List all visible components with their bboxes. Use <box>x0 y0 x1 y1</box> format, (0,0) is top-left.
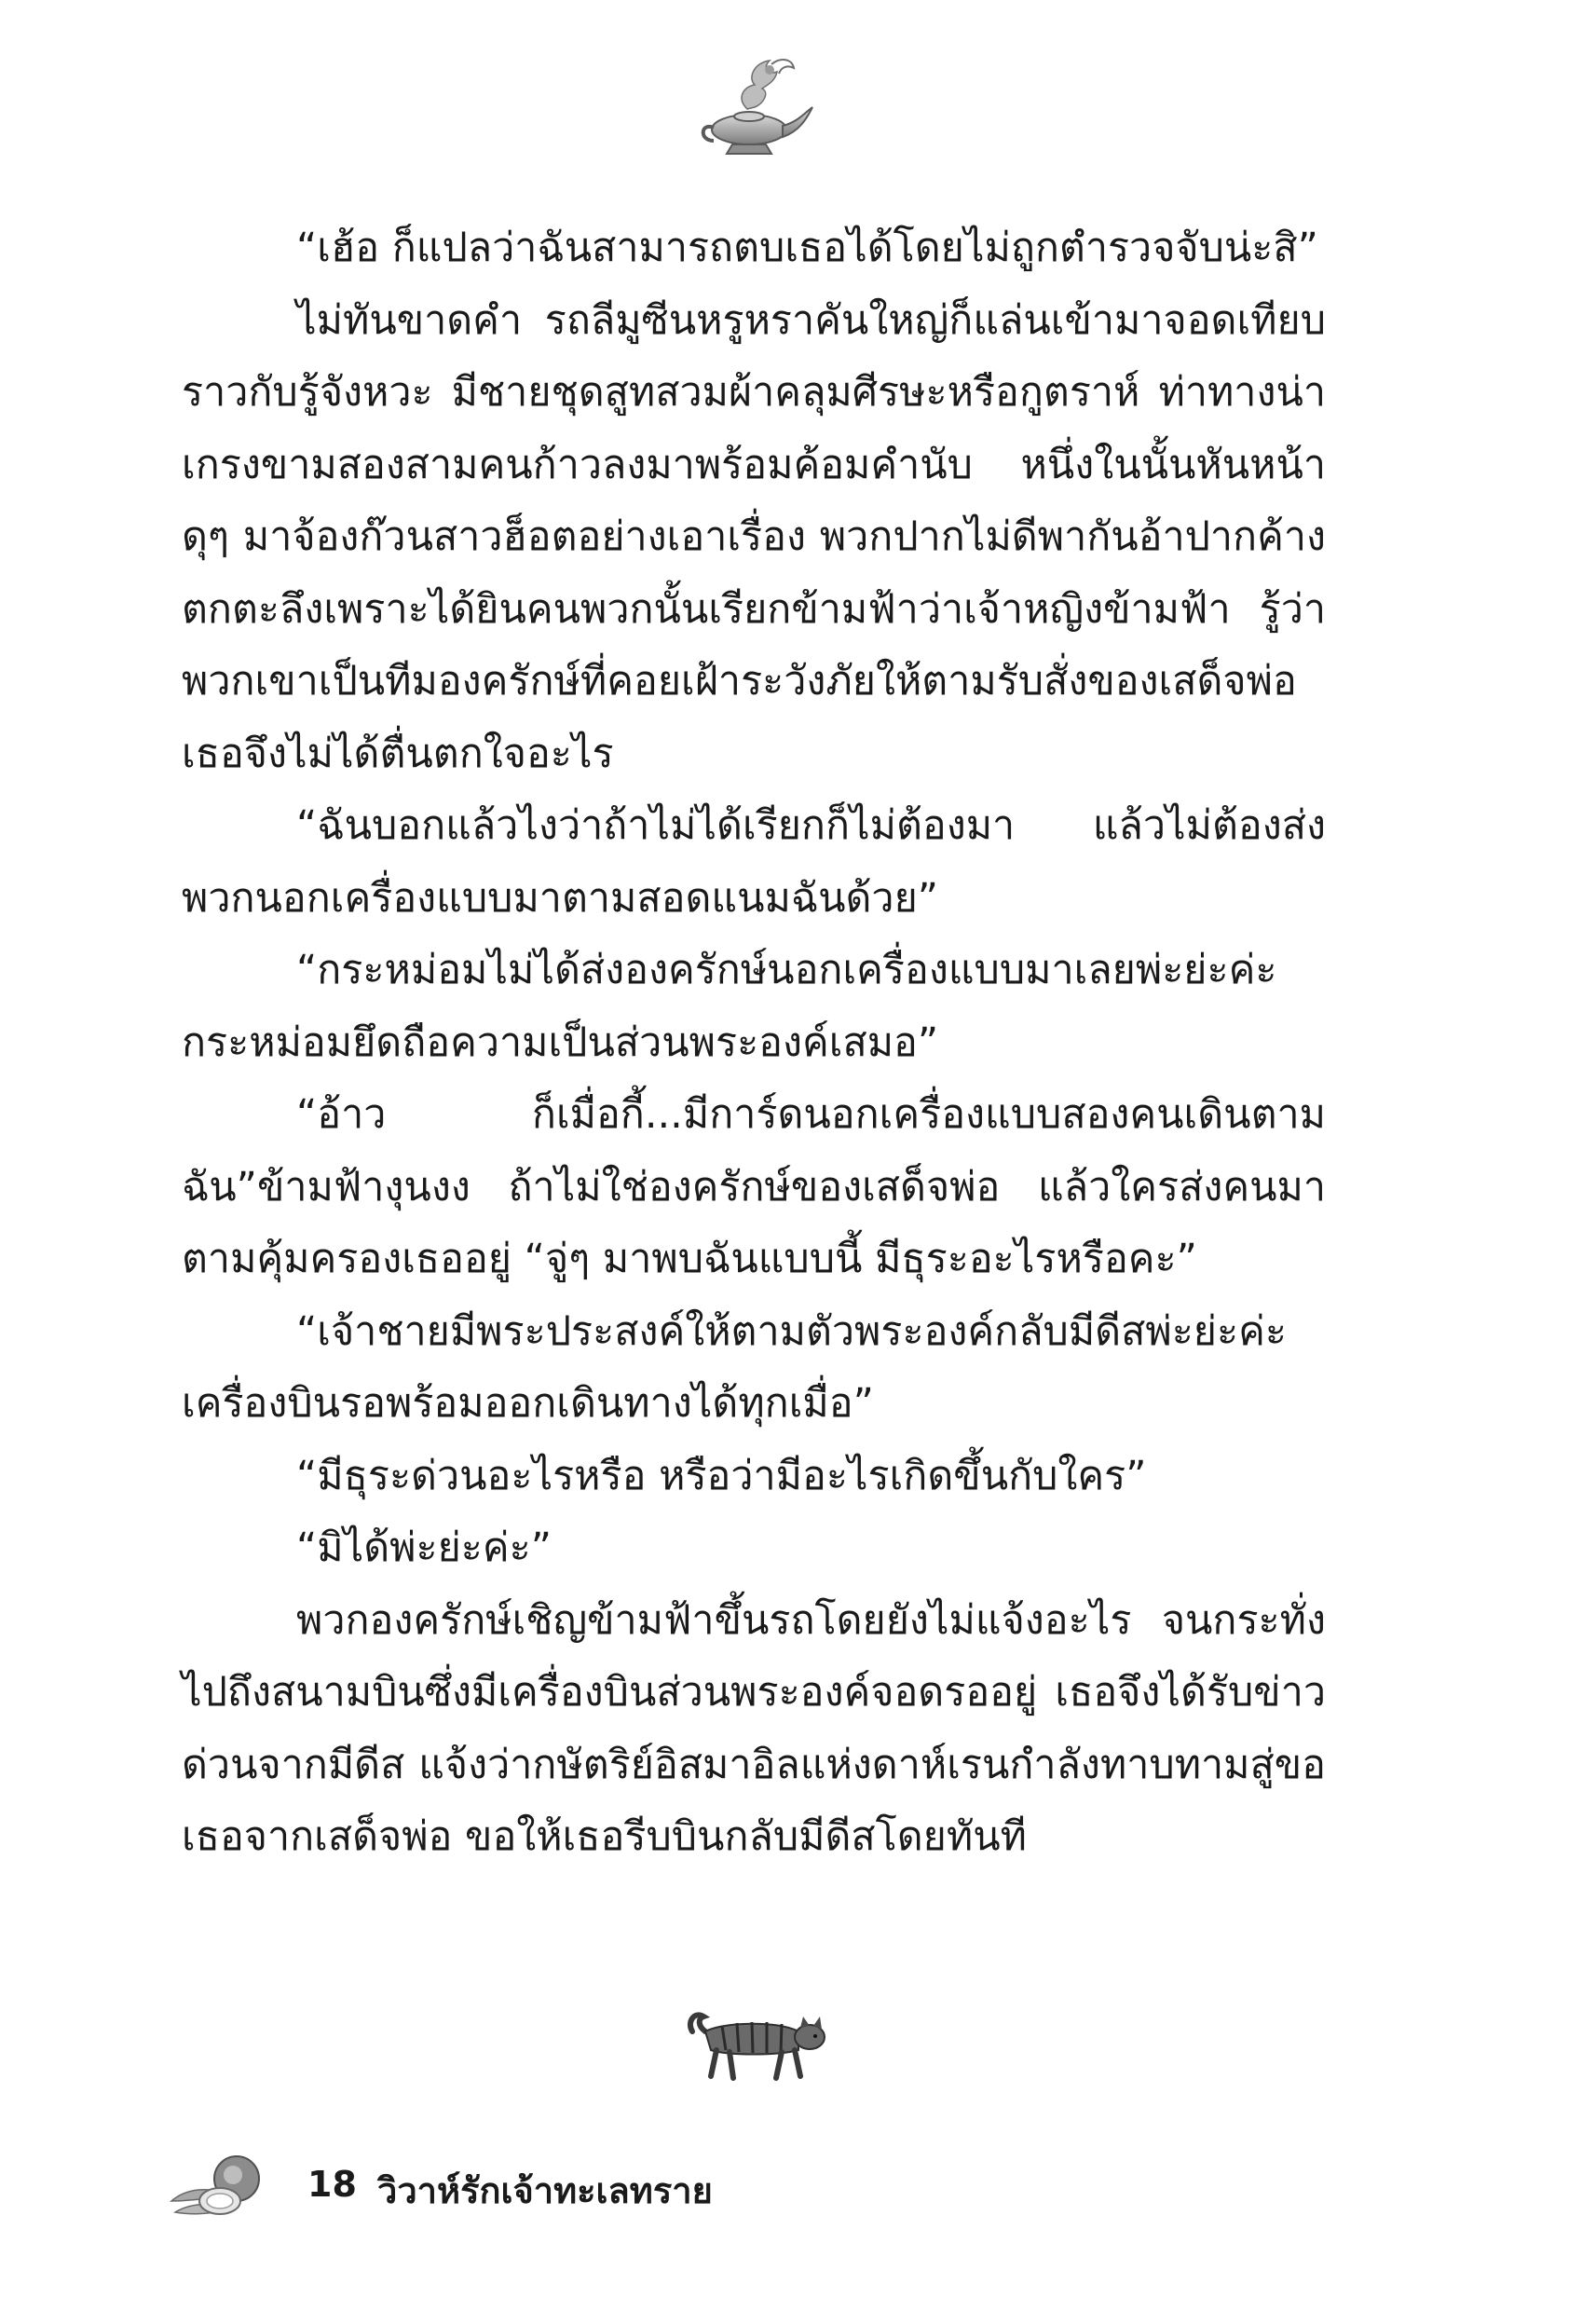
paragraph: “ฉันบอกแล้วไงว่าถ้าไม่ได้เรียกก็ไม่ต้องมา แล้วไม่ต้องส่งพวกนอกเครื่องแบบมาตามสอดแนมฉันด้วย” <box>182 802 1326 922</box>
cat-icon <box>685 2003 834 2083</box>
paragraph: “อ้าว ก็เมื่อกี้...มีการ์ดนอกเครื่องแบบสองคนเดินตามฉัน”ข้ามฟ้างุนงง ถ้าไม่ใช่องครักษ์ของเสด็จพ่อ แล้วใครส่งคนมาตามคุ้มครองเธออยู่ “จู่ๆ มาพบฉันแบบนี้ มีธุระอะไรหรือคะ” <box>182 1091 1326 1282</box>
page-footer <box>168 2143 1006 2227</box>
body-text <box>182 212 1326 1874</box>
paragraph: ไม่ทันขาดคำ รถลีมูซีนหรูหราคันใหญ่ก็แล่นเข้ามาจอดเทียบราวกับรู้จังหวะ มีชายชุดสูทสวมผ้าคลุมศีรษะหรือกูตราห์ ท่าทางน่าเกรงขามสองสามคนก้าวลงมาพร้อมค้อมคำนับ หนึ่งในนั้นหันหน้าดุๆ มาจ้องก๊วนสาวฮ็อตอย่างเอาเรื่อง พวกปากไม่ดีพากันอ้าปากค้างตกตะลึงเพราะได้ยินคนพวกนั้นเรียกข้ามฟ้าว่าเจ้าหญิงข้ามฟ้า รู้ว่าพวกเขาเป็นทีมองครักษ์ที่คอยเฝ้าระวังภัยให้ตามรับสั่งของเสด็จพ่อเธอจึงไม่ได้ตื่นตกใจอะไร <box>182 296 1326 777</box>
page-number: 18 <box>307 2164 357 2205</box>
paragraph: พวกองครักษ์เชิญข้ามฟ้าขึ้นรถโดยยังไม่แจ้งอะไร จนกระทั่งไปถึงสนามบินซึ่งมีเครื่องบินส่วนพระองค์จอดรออยู่ เธอจึงได้รับข่าวด่วนจากมีดีส แจ้งว่ากษัตริย์อิสมาอิลแห่งดาห์เรนกำลังทาบทามสู่ขอเธอจากเสด็จพ่อ ขอให้เธอรีบบินกลับมีดีสโดยทันที <box>182 1596 1326 1860</box>
paragraph: “มีธุระด่วนอะไรหรือ หรือว่ามีอะไรเกิดขึ้นกับใคร” <box>296 1452 1147 1499</box>
paragraph: “มิได้พ่ะย่ะค่ะ” <box>296 1525 552 1571</box>
paragraph: “เจ้าชายมีพระประสงค์ให้ตามตัวพระองค์กลับมีดีสพ่ะย่ะค่ะเครื่องบินรอพร้อมออกเดินทางได้ทุกเมื่อ” <box>182 1307 1287 1427</box>
paragraph: “กระหม่อมไม่ได้ส่งองครักษ์นอกเครื่องแบบมาเลยพ่ะย่ะค่ะกระหม่อมยึดถือความเป็นส่วนพระองค์เสมอ” <box>182 947 1277 1066</box>
book-title: วิวาห์รักเจ้าทะเลทราย <box>377 2170 713 2211</box>
paragraph: “เฮ้อ ก็แปลว่าฉันสามารถตบเธอได้โดยไม่ถูกตำรวจจับน่ะสิ” <box>296 225 1318 271</box>
lamp-genie-icon <box>689 51 820 163</box>
coconut-icon <box>168 2143 270 2227</box>
